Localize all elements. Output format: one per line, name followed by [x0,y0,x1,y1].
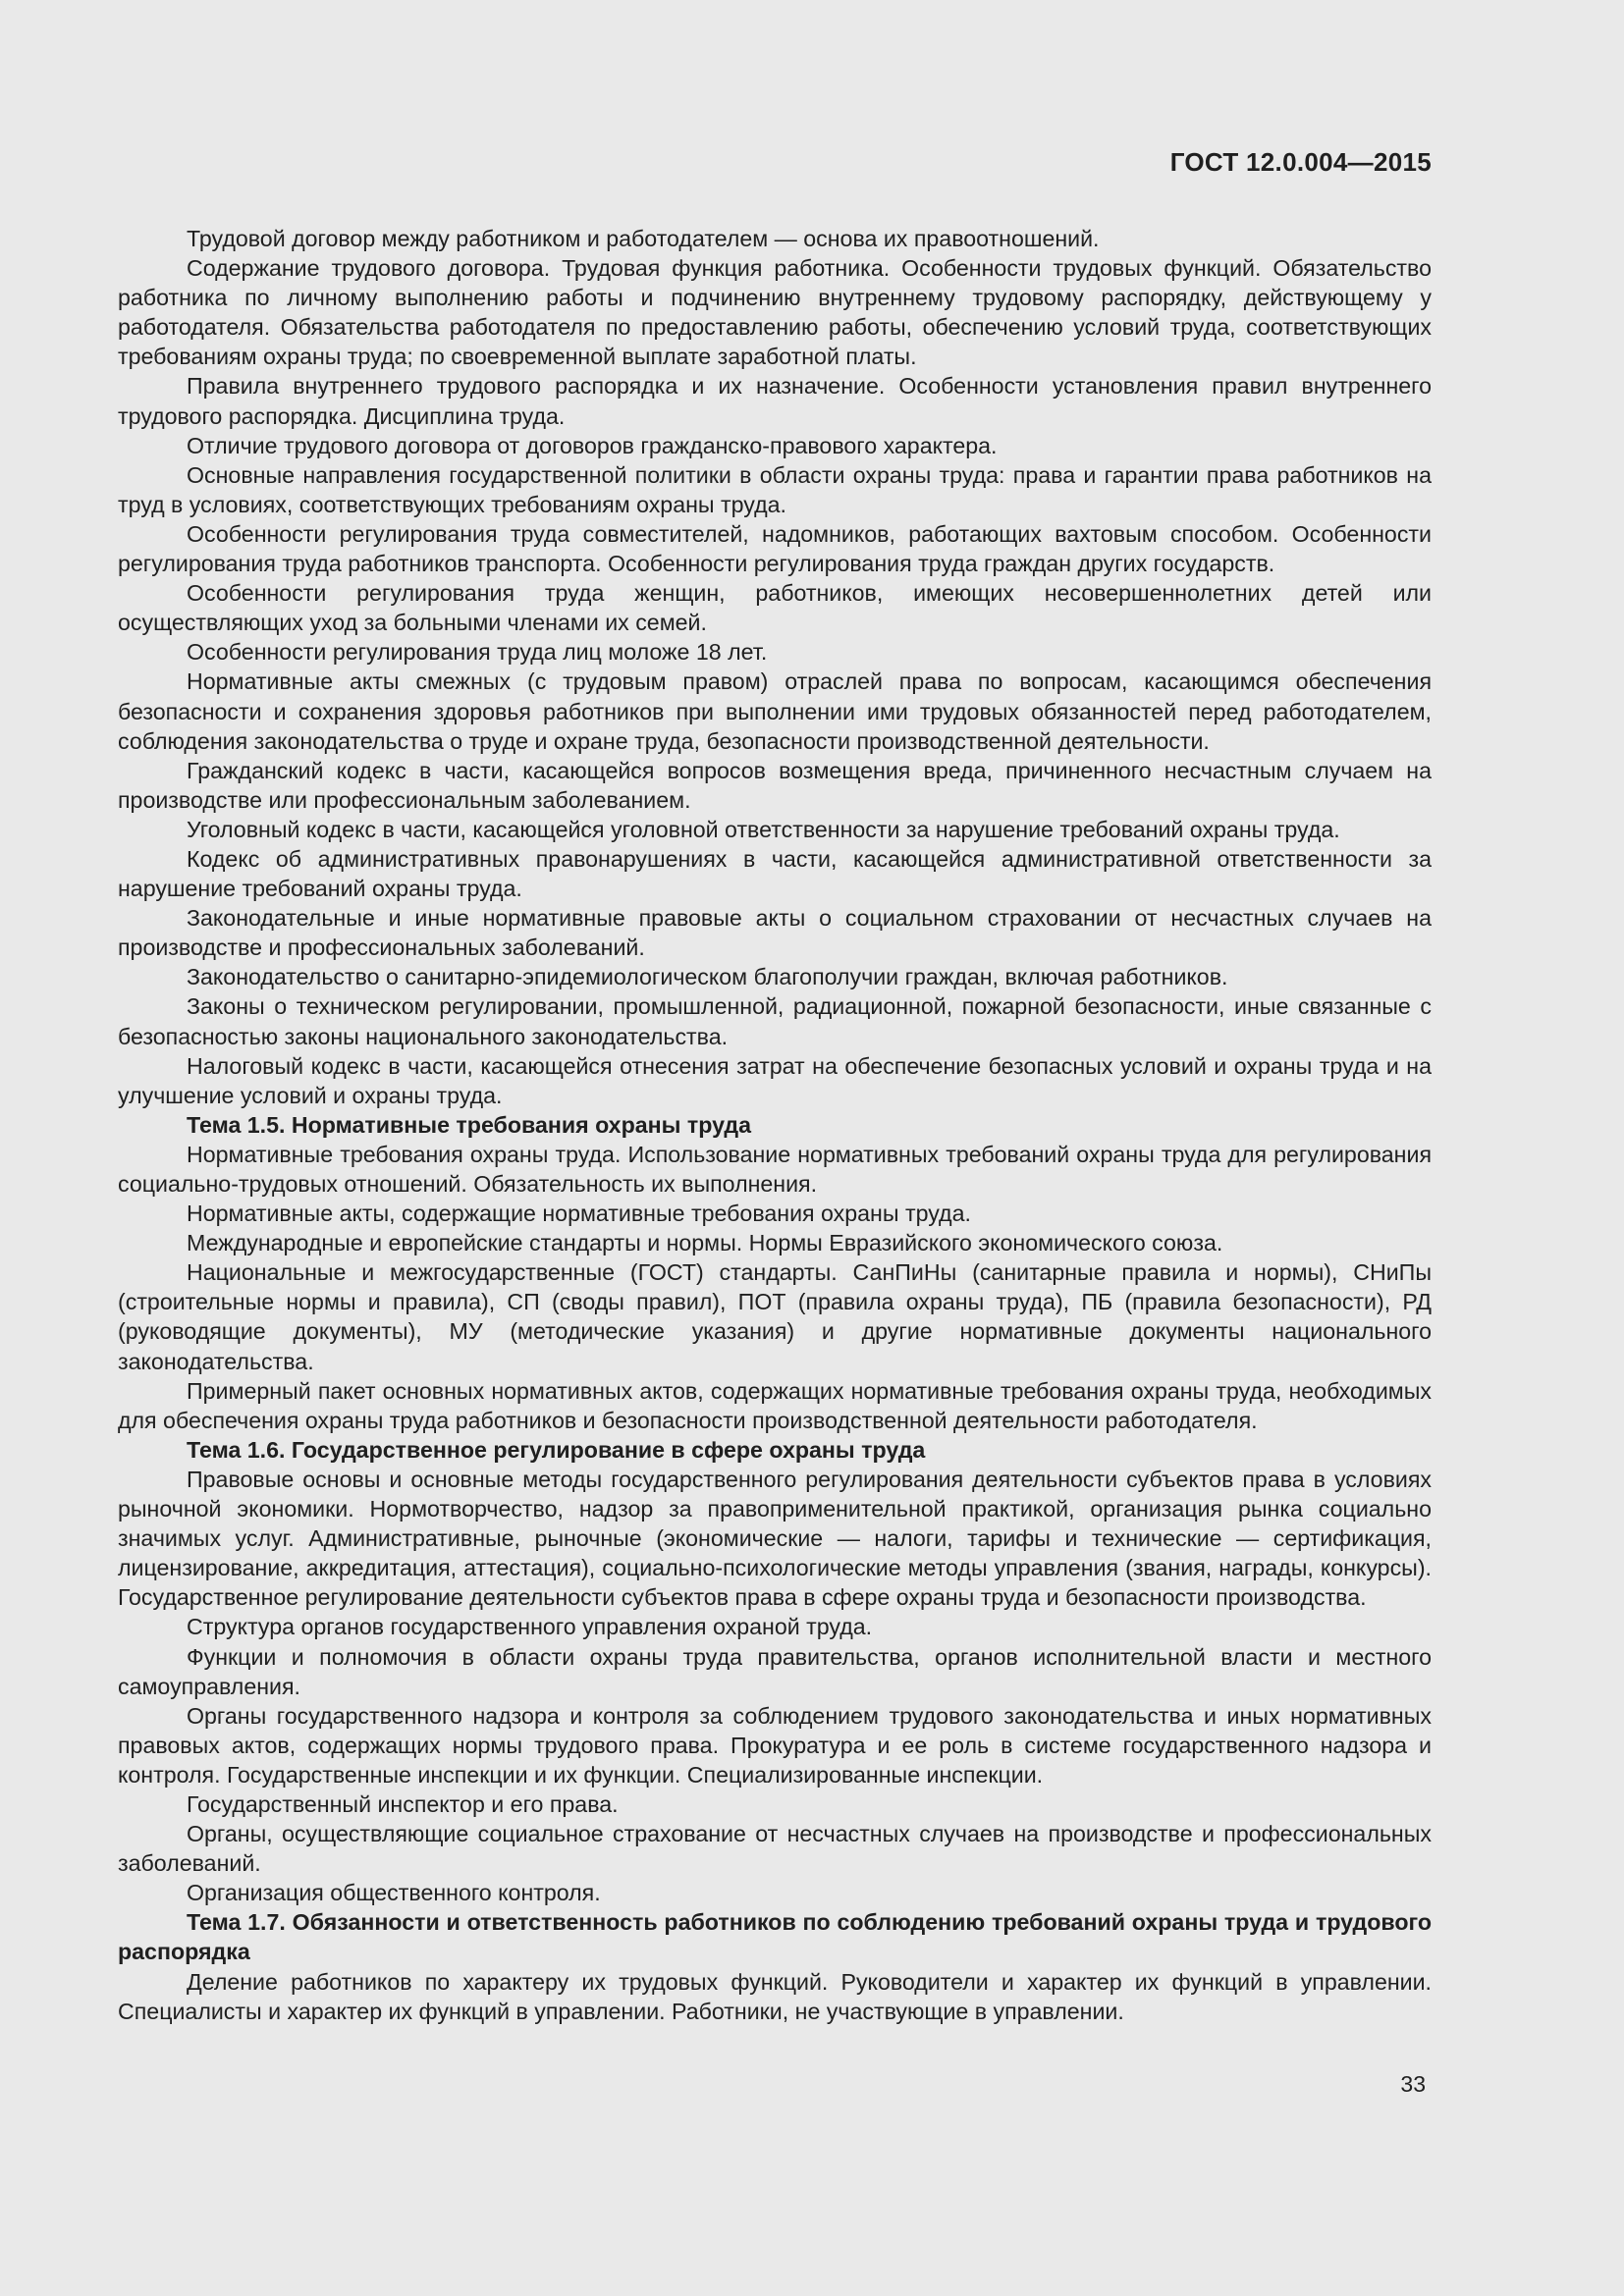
document-body [118,224,1432,2026]
paragraph: Организация общественного контроля. [187,1880,601,1906]
document-header: ГОСТ 12.0.004—2015 [1169,147,1432,177]
paragraph: Международные и европейские стандарты и нормы. Нормы Евразийского экономического союза. [187,1230,1223,1256]
section-heading: Тема 1.7. Обязанности и ответственность работников по соблюдению требований охраны труда и трудового распорядка [118,1909,1432,1965]
paragraph: Особенности регулирования труда лиц моложе 18 лет. [187,639,768,666]
paragraph: Государственный инспектор и его права. [187,1790,619,1817]
paragraph: Законодательные и иные нормативные правовые акты о социальном страховании от несчастных случаев на производстве и профессиональных заболеваний. [118,905,1432,961]
paragraph: Уголовный кодекс в части, касающейся уголовной ответственности за нарушение требований охраны труда. [187,816,1340,842]
paragraph: Содержание трудового договора. Трудовая функция работника. Особенности трудовых функций. Обязательство работника по личному выполнению работы и подчинению внутреннему трудовому распорядку, действующему у работодателя. Обязательства работодателя по предоставлению работы, обеспечению условий труда, соответствующих требованиям охраны труда; по своевременной выплате заработной платы. [118,255,1432,370]
paragraph: Особенности регулирования труда женщин, работников, имеющих несовершеннолетних детей или осуществляющих уход за больными членами их семей. [118,580,1432,636]
paragraph: Гражданский кодекс в части, касающейся вопросов возмещения вреда, причиненного несчастным случаем на производстве или профессиональным заболеванием. [118,757,1432,813]
paragraph: Деление работников по характеру их трудовых функций. Руководители и характер их функций в управлении. Специалисты и характер их функций в управлении. Работники, не участвующие в управлении. [118,1968,1432,2024]
paragraph: Нормативные акты смежных (с трудовым правом) отраслей права по вопросам, касающимся обеспечения безопасности и сохранения здоровья работников при выполнении ими трудовых обязанностей перед работодателем, соблюдения законодательства о труде и охране труда, безопасности производственной деятельности. [118,668,1432,754]
section-heading: Тема 1.5. Нормативные требования охраны труда [187,1111,752,1138]
paragraph: Нормативные требования охраны труда. Использование нормативных требований охраны труда для регулирования социально-трудовых отношений. Обязательность их выполнения. [118,1141,1432,1197]
paragraph: Законодательство о санитарно-эпидемиологическом благополучии граждан, включая работников. [187,964,1228,990]
paragraph: Органы, осуществляющие социальное страхование от несчастных случаев на производстве и профессиональных заболеваний. [118,1821,1432,1877]
paragraph: Нормативные акты, содержащие нормативные требования охраны труда. [187,1201,971,1227]
paragraph: Налоговый кодекс в части, касающейся отнесения затрат на обеспечение безопасных условий и охраны труда и на улучшение условий и охраны труда. [118,1052,1432,1108]
paragraph: Правовые основы и основные методы государственного регулирования деятельности субъектов права в условиях рыночной экономики. Нормотворчество, надзор за правоприменительной практикой, организация рынка социально значимых услуг. Административные, рыночные (экономические — налоги, тарифы и технические — сертификация, лицензирование, аккредитация, аттестация), социально-психологические методы управления (звания, награды, конкурсы). Государственное регулирование деятельности субъектов права в сфере охраны труда и безопасности производства. [118,1466,1432,1611]
paragraph: Органы государственного надзора и контроля за соблюдением трудового законодательства и иных нормативных правовых актов, содержащих нормы трудового права. Прокуратура и ее роль в системе государственного надзора и контроля. Государственные инспекции и их функции. Специализированные инспекции. [118,1702,1432,1788]
paragraph: Функции и полномочия в области охраны труда правительства, органов исполнительной власти и местного самоуправления. [118,1643,1432,1699]
section-heading: Тема 1.6. Государственное регулирование в сфере охраны труда [187,1436,926,1463]
paragraph: Кодекс об административных правонарушениях в части, касающейся административной ответственности за нарушение требований охраны труда. [118,845,1432,902]
paragraph: Трудовой договор между работником и работодателем — основа их правоотношений. [187,226,1100,251]
paragraph: Структура органов государственного управления охраной труда. [187,1614,873,1640]
paragraph: Особенности регулирования труда совместителей, надомников, работающих вахтовым способом. Особенности регулирования труда работников транспорта. Особенности регулирования труда граждан других государств. [118,520,1432,577]
page-number: 33 [1400,2071,1426,2097]
paragraph: Отличие трудового договора от договоров гражданско-правового характера. [187,432,998,458]
paragraph: Основные направления государственной политики в области охраны труда: права и гарантии права работников на труд в условиях, соответствующих требованиям охраны труда. [118,461,1432,517]
paragraph: Законы о техническом регулировании, промышленной, радиационной, пожарной безопасности, иные связанные с безопасностью законы национального законодательства. [118,993,1432,1049]
paragraph: Правила внутреннего трудового распорядка и их назначение. Особенности установления правил внутреннего трудового распорядка. Дисциплина труда. [118,373,1432,429]
paragraph: Примерный пакет основных нормативных актов, содержащих нормативные требования охраны труда, необходимых для обеспечения охраны труда работников и безопасности производственной деятельности работодателя. [118,1377,1432,1433]
paragraph: Национальные и межгосударственные (ГОСТ) стандарты. СанПиНы (санитарные правила и нормы), СНиПы (строительные нормы и правила), СП (своды правил), ПОТ (правила охраны труда), ПБ (правила безопасности), РД (руководящие документы), МУ (методические указания) и другие нормативные документы национального законодательства. [118,1259,1432,1374]
